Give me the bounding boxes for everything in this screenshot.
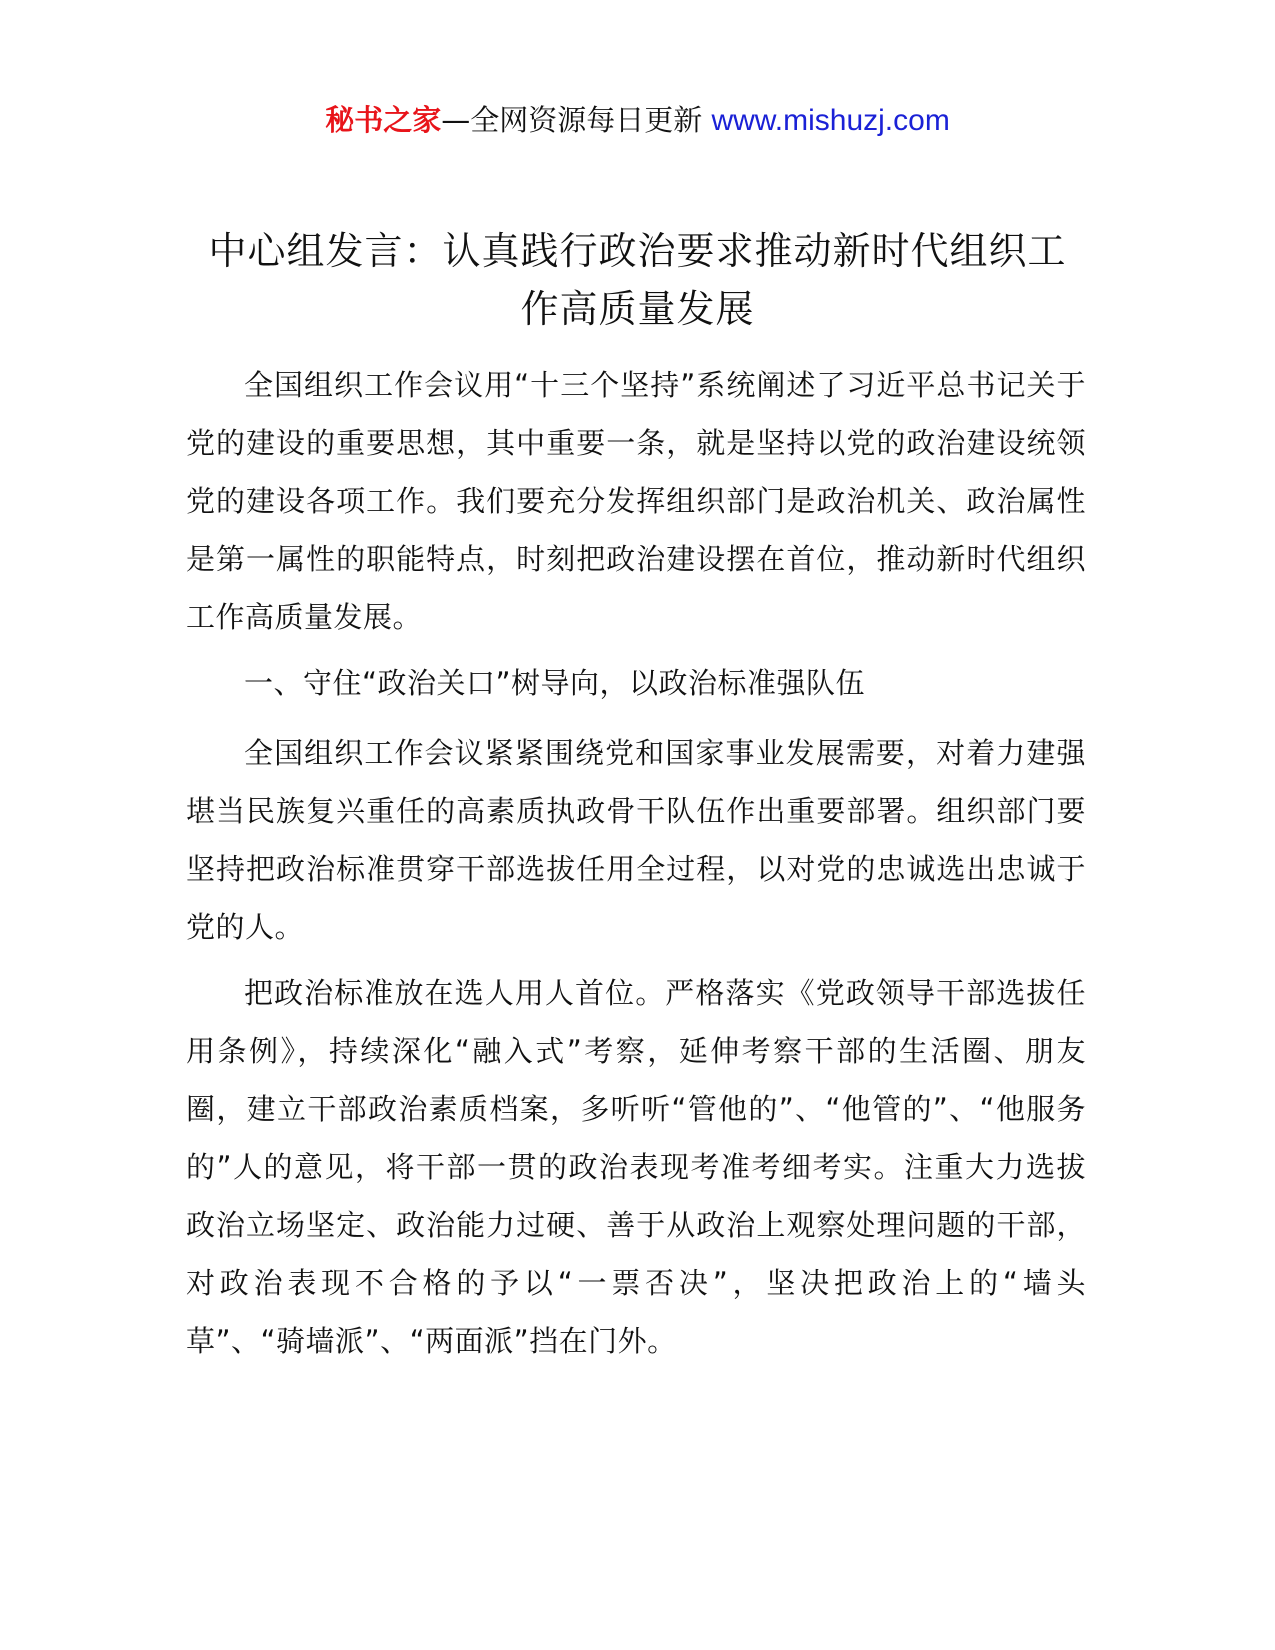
site-url-link[interactable]: www.mishuzj.com — [711, 104, 950, 137]
brand-name: 秘书之家 — [325, 103, 442, 137]
paragraph-political-standard: 把政治标准放在选人用人首位。严格落实《党政领导干部选拔任用条例》，持续深化“融入式”考察，延伸考察干部的生活圈、朋友圈，建立干部政治素质档案，多听听“管他的”、“他管的”、“他服务的”人的意见，将干部一贯的政治表现考准考细考实。注重大力选拔政治立场坚定、政治能力过硬、善于从政治上观察处理问题的干部，对政治表现不合格的予以“一票否决”，坚决把政治上的“墙头草”、“骑墙派”、“两面派”挡在门外。 — [186, 976, 1086, 1358]
document-title: 中心组发言：认真践行政治要求推动新时代组织工作高质量发展 — [208, 229, 1067, 331]
paragraph-intro: 全国组织工作会议用“十三个坚持”系统阐述了习近平总书记关于党的建设的重要思想，其中重要一条，就是坚持以党的政治建设统领党的建设各项工作。我们要充分发挥组织部门是政治机关、政治属性是第一属性的职能特点，时刻把政治建设摆在首位，推动新时代组织工作高质量发展。 — [186, 368, 1086, 634]
section-heading: 一、守住“政治关口”树导向，以政治标准强队伍 — [244, 666, 866, 700]
site-header — [0, 100, 1275, 141]
document-body — [186, 356, 1086, 1378]
paragraph-section-intro: 全国组织工作会议紧紧围绕党和国家事业发展需要，对着力建强堪当民族复兴重任的高素质执政骨干队伍作出重要部署。组织部门要坚持把政治标准贯穿干部选拔任用全过程，以对党的忠诚选出忠诚于党的人。 — [186, 736, 1086, 944]
header-slogan: —全网资源每日更新 — [441, 103, 703, 137]
